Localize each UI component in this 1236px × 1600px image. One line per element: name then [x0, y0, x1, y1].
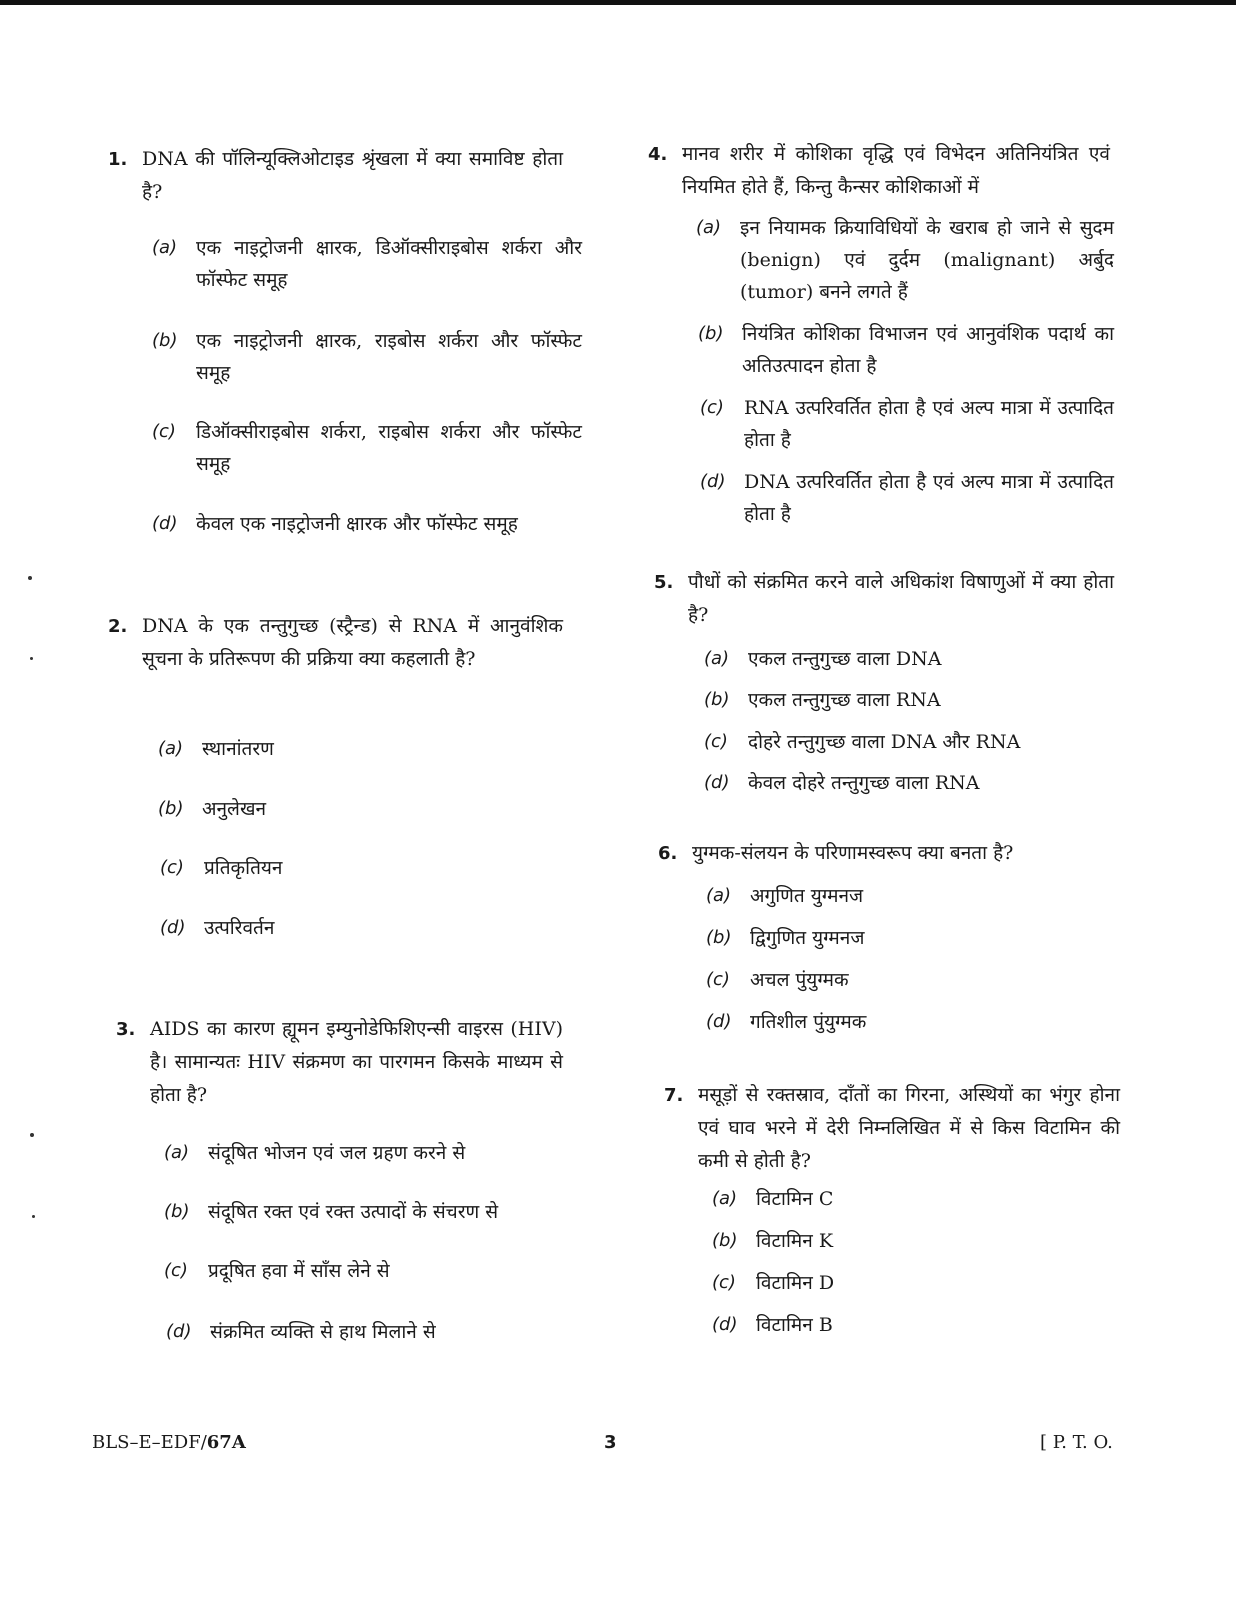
question-number: 5. — [654, 572, 674, 593]
option-text: इन नियामक क्रियाविधियों के खराब हो जाने से सुदम (benign) एवं दुर्दम (malignant) अर्बुद (tumor) बनने लगते हैं — [740, 217, 1114, 303]
question-number: 3. — [116, 1019, 136, 1040]
option-3a[interactable] — [164, 1137, 594, 1169]
question-6 — [658, 837, 1138, 870]
option-5a[interactable] — [704, 643, 1134, 675]
please-turn-over: [ P. T. O. — [1040, 1432, 1113, 1453]
question-number: 7. — [664, 1085, 684, 1106]
option-text: DNA उत्परिवर्तित होता है एवं अल्प मात्रा में उत्पादित होता है — [744, 471, 1114, 525]
option-text: केवल दोहरे तन्तुगुच्छ वाला RNA — [748, 772, 980, 794]
option-2c[interactable] — [160, 852, 590, 884]
question-number: 1. — [108, 149, 128, 170]
option-text: स्थानांतरण — [202, 738, 274, 760]
option-text: अनुलेखन — [202, 798, 267, 820]
option-label: (b) — [706, 927, 732, 948]
option-7d[interactable] — [712, 1309, 1142, 1341]
option-1b[interactable] — [152, 325, 582, 389]
option-4b[interactable] — [698, 318, 1114, 382]
question-5 — [654, 566, 1134, 632]
option-label: (d) — [166, 1321, 192, 1342]
question-4 — [648, 138, 1128, 204]
option-5b[interactable] — [704, 684, 1134, 716]
scan-speck — [32, 1215, 35, 1218]
option-label: (c) — [706, 969, 730, 990]
question-number: 4. — [648, 144, 668, 165]
option-text: एक नाइट्रोजनी क्षारक, डिऑक्सीराइबोस शर्करा और फॉस्फेट समूह — [196, 237, 582, 291]
scan-speck — [28, 576, 32, 580]
paper-code-suffix: 67A — [206, 1432, 246, 1453]
option-label: (d) — [704, 772, 730, 793]
option-label: (b) — [152, 330, 178, 351]
question-text: पौधों को संक्रमित करने वाले अधिकांश विषाणुओं में क्या होता है? — [688, 571, 1114, 626]
option-text: एकल तन्तुगुच्छ वाला DNA — [748, 648, 942, 670]
option-7c[interactable] — [712, 1267, 1142, 1299]
option-label: (c) — [152, 421, 176, 442]
page-number: 3 — [604, 1432, 617, 1453]
option-label: (c) — [700, 397, 724, 418]
option-label: (b) — [698, 323, 724, 344]
option-6a[interactable] — [706, 880, 1136, 912]
option-label: (a) — [696, 217, 722, 238]
paper-code-prefix: BLS–E–EDF/ — [92, 1432, 207, 1453]
option-1a[interactable] — [152, 232, 582, 296]
option-text: अचल पुंयुग्मक — [750, 969, 849, 991]
option-label: (d) — [700, 471, 726, 492]
question-number: 6. — [658, 843, 678, 864]
option-label: (d) — [712, 1314, 738, 1335]
option-4d[interactable] — [700, 466, 1114, 530]
question-3 — [116, 1013, 596, 1112]
option-1d[interactable] — [152, 508, 582, 540]
option-label: (a) — [152, 237, 178, 258]
option-text: गतिशील पुंयुग्मक — [750, 1011, 867, 1033]
option-5c[interactable] — [704, 726, 1134, 758]
option-text: केवल एक नाइट्रोजनी क्षारक और फॉस्फेट समूह — [196, 513, 518, 535]
question-text: मसूड़ों से रक्तस्राव, दाँतों का गिरना, अस्थियों का भंगुर होना एवं घाव भरने में देरी निम्नलिखित में से किस विटामिन की कमी से होती है? — [698, 1084, 1120, 1172]
option-text: विटामिन B — [756, 1314, 833, 1336]
option-text: विटामिन D — [756, 1272, 835, 1294]
option-label: (b) — [164, 1201, 190, 1222]
option-5d[interactable] — [704, 767, 1134, 799]
question-text: युग्मक-संलयन के परिणामस्वरूप क्या बनता है? — [692, 842, 1014, 864]
option-6c[interactable] — [706, 964, 1136, 996]
option-text: प्रतिकृतियन — [204, 857, 283, 879]
option-3c[interactable] — [164, 1255, 594, 1287]
option-text: दोहरे तन्तुगुच्छ वाला DNA और RNA — [748, 731, 1021, 753]
option-label: (c) — [160, 857, 184, 878]
option-label: (d) — [706, 1011, 732, 1032]
question-number: 2. — [108, 616, 128, 637]
option-label: (a) — [704, 648, 730, 669]
option-7b[interactable] — [712, 1225, 1142, 1257]
option-label: (a) — [712, 1188, 738, 1209]
question-text: DNA के एक तन्तुगुच्छ (स्ट्रैन्ड) से RNA में आनुवंशिक सूचना के प्रतिरूपण की प्रक्रिया क्या कहलाती है? — [142, 615, 563, 670]
option-label: (b) — [712, 1230, 738, 1251]
option-text: प्रदूषित हवा में साँस लेने से — [208, 1260, 390, 1282]
top-border-rule — [0, 0, 1236, 5]
option-text: एकल तन्तुगुच्छ वाला RNA — [748, 689, 941, 711]
option-1c[interactable] — [152, 416, 582, 480]
option-text: अगुणित युग्मनज — [750, 885, 864, 907]
option-3d[interactable] — [166, 1316, 596, 1348]
option-label: (a) — [158, 738, 184, 759]
option-label: (c) — [712, 1272, 736, 1293]
option-4c[interactable] — [700, 392, 1114, 456]
option-label: (c) — [704, 731, 728, 752]
option-label: (c) — [164, 1260, 188, 1281]
option-text: द्विगुणित युग्मनज — [750, 927, 865, 949]
question-text: DNA की पॉलिन्यूक्लिओटाइड श्रृंखला में क्या समाविष्ट होता है? — [142, 148, 563, 203]
option-label: (a) — [706, 885, 732, 906]
scan-speck — [30, 657, 33, 660]
option-label: (d) — [160, 917, 186, 938]
option-label: (b) — [158, 798, 184, 819]
option-4a[interactable] — [696, 212, 1114, 308]
question-text: AIDS का कारण ह्यूमन इम्युनोडेफिशिएन्सी वाइरस (HIV) है। सामान्यतः HIV संक्रमण का पारगमन किसके माध्यम से होता है? — [150, 1018, 563, 1106]
question-7 — [664, 1079, 1144, 1178]
option-text: संक्रमित व्यक्ति से हाथ मिलाने से — [210, 1321, 436, 1343]
option-3b[interactable] — [164, 1196, 594, 1228]
option-2b[interactable] — [158, 793, 588, 825]
option-2d[interactable] — [160, 912, 590, 944]
question-2 — [108, 610, 588, 676]
paper-code — [92, 1432, 246, 1453]
option-6b[interactable] — [706, 922, 1136, 954]
option-label: (a) — [164, 1142, 190, 1163]
option-text: डिऑक्सीराइबोस शर्करा, राइबोस शर्करा और फॉस्फेट समूह — [196, 421, 582, 475]
option-text: नियंत्रित कोशिका विभाजन एवं आनुवंशिक पदार्थ का अतिउत्पादन होता है — [742, 323, 1114, 377]
option-text: संदूषित भोजन एवं जल ग्रहण करने से — [208, 1142, 466, 1164]
option-text: उत्परिवर्तन — [204, 917, 275, 939]
option-2a[interactable] — [158, 733, 588, 765]
question-1 — [108, 143, 588, 209]
option-text: विटामिन K — [756, 1230, 834, 1252]
option-text: विटामिन C — [756, 1188, 834, 1210]
option-text: संदूषित रक्त एवं रक्त उत्पादों के संचरण से — [208, 1201, 499, 1223]
option-6d[interactable] — [706, 1006, 1136, 1038]
option-text: एक नाइट्रोजनी क्षारक, राइबोस शर्करा और फॉस्फेट समूह — [196, 330, 582, 384]
option-label: (b) — [704, 689, 730, 710]
scan-speck — [30, 1133, 34, 1137]
option-text: RNA उत्परिवर्तित होता है एवं अल्प मात्रा में उत्पादित होता है — [744, 397, 1114, 451]
question-text: मानव शरीर में कोशिका वृद्धि एवं विभेदन अतिनियंत्रित एवं नियमित होते हैं, किन्तु कैन्सर कोशिकाओं में — [682, 143, 1110, 198]
option-label: (d) — [152, 513, 178, 534]
option-7a[interactable] — [712, 1183, 1142, 1215]
